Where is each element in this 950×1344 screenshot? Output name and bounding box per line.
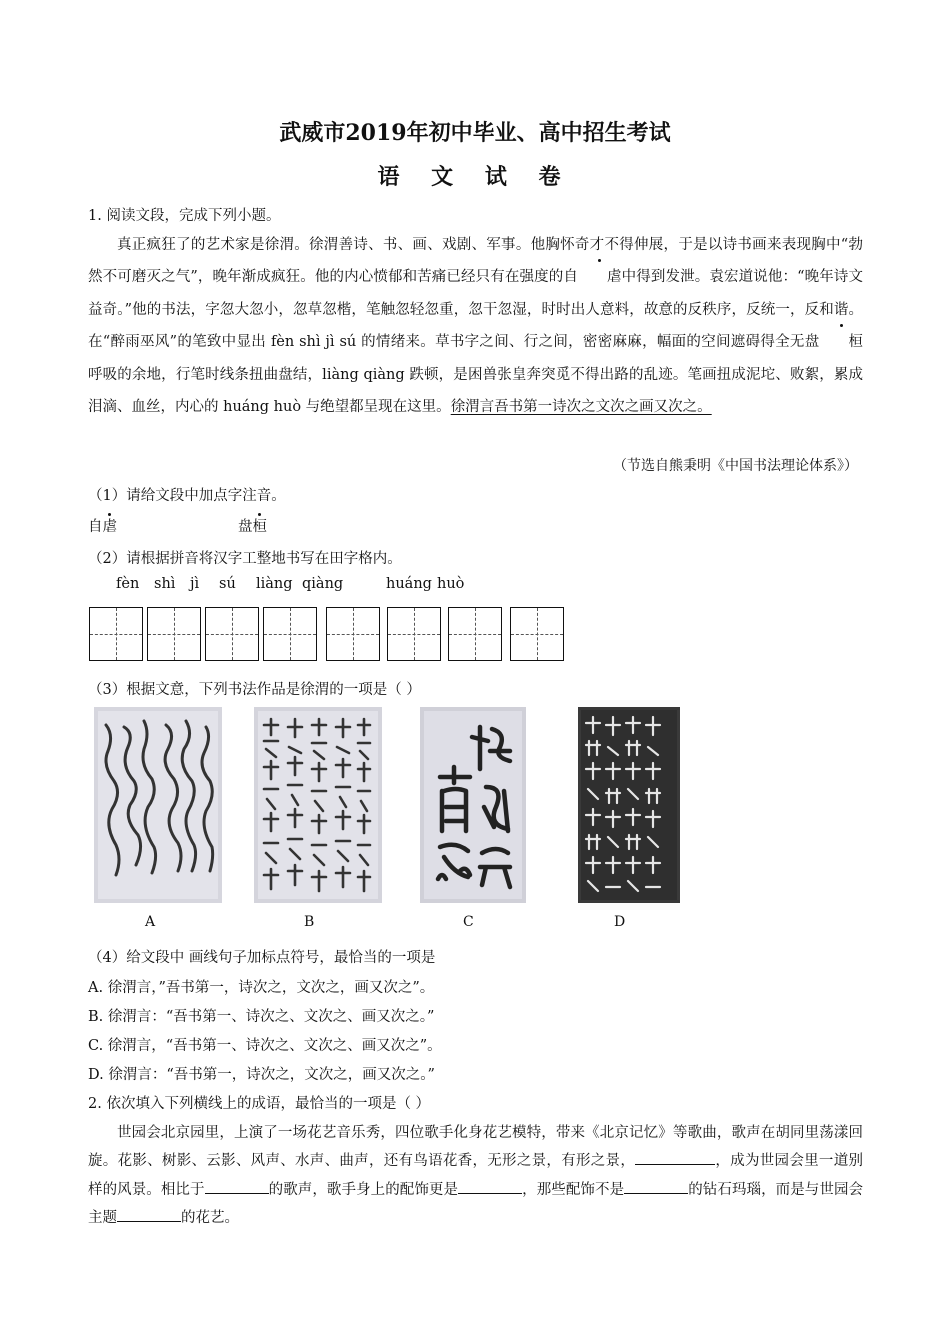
calligraphy-image-d bbox=[578, 707, 680, 903]
sub4-option-d[interactable]: D. 徐渭言：“吾书第一，诗次之，文次之，画又次之。” bbox=[88, 1067, 435, 1083]
tianzi-box-1[interactable] bbox=[89, 607, 143, 661]
tianzi-box-4[interactable] bbox=[263, 607, 317, 661]
image-label-a: A bbox=[145, 914, 156, 930]
exam-subtitle: 语 文 试 卷 bbox=[377, 164, 573, 190]
sub1-prompt: （1）请给文段中加点字注音。 bbox=[88, 488, 286, 504]
tianzi-box-6[interactable] bbox=[387, 607, 441, 661]
q2-seg1: 世园会北京园里，上演了一场花艺音乐秀，四位歌手化身花艺模特，带来《北京记忆》等歌曲，歌声在胡同里荡漾回旋。花影、树影、云影、风声、水声、曲声，还有鸟语花香，无形之景，有形之景， bbox=[88, 1125, 863, 1170]
calligraphy-image-c bbox=[420, 707, 526, 903]
q1-passage bbox=[88, 229, 863, 423]
word2-char-b: 桓 bbox=[253, 515, 268, 536]
passage-source: （节选自熊秉明《中国书法理论体系》） bbox=[613, 458, 858, 474]
dotted-char-1: 虐 bbox=[578, 261, 622, 293]
image-label-b: B bbox=[304, 914, 315, 930]
word2-char-a: 盘 bbox=[238, 519, 253, 535]
tianzi-box-5[interactable] bbox=[326, 607, 380, 661]
tianzi-box-7[interactable] bbox=[448, 607, 502, 661]
q1-heading: 1. 阅读文段，完成下列小题。 bbox=[88, 208, 281, 224]
blank-1[interactable] bbox=[635, 1150, 715, 1166]
pinyin-2: shì bbox=[154, 576, 176, 592]
blank-4[interactable] bbox=[624, 1178, 688, 1194]
sub4-prompt: （4）给文段中 画线句子加标点符号，最恰当的一项是 bbox=[88, 950, 436, 966]
tianzi-box-3[interactable] bbox=[205, 607, 259, 661]
exam-title: 武威市2019年初中毕业、高中招生考试 bbox=[279, 120, 671, 146]
tianzi-box-2[interactable] bbox=[147, 607, 201, 661]
q2-passage bbox=[88, 1119, 863, 1232]
sub1-word-2 bbox=[238, 515, 267, 536]
underlined-sentence: 徐渭言吾书第一诗次之文次之画又次之。 bbox=[450, 399, 712, 416]
sub2-prompt: （2）请根据拼音将汉字工整地书写在田字格内。 bbox=[88, 551, 402, 567]
q2-heading: 2. 依次填入下列横线上的成语，最恰当的一项是（ ） bbox=[88, 1096, 431, 1112]
passage-seg1: 真正疯狂了的艺术家是徐渭。徐渭善诗、书、画、戏剧、军事。他胸怀奇才不得伸展，于是以诗书画来表现胸中“勃然不可磨灭之气”，晚年渐成疯狂。他的内心愤郁和苦痛已经只有在强度的自 bbox=[88, 237, 863, 286]
image-label-c: C bbox=[463, 914, 474, 930]
word1-char-b: 虐 bbox=[103, 515, 118, 536]
image-label-d: D bbox=[614, 914, 626, 930]
passage-seg2: 中得到发泄。袁宏道说他：“晚年诗文益奇。”他的书法，字忽大忽小，忽草忽楷，笔触忽轻忽重，忽干忽湿，时时出人意料，故意的反秩序，反统一，反和谐。在“醉雨巫风”的笔致中显出 fèn shì jì sú 的情绪来。草书字之间、行之间，密密麻麻，幅面的空间遮碍得全无盘 bbox=[88, 269, 863, 351]
pinyin-1: fèn bbox=[116, 576, 140, 592]
q2-seg4: ，那些配饰不是 bbox=[522, 1181, 625, 1198]
pinyin-3: jì bbox=[190, 576, 200, 592]
blank-3[interactable] bbox=[458, 1178, 522, 1194]
calligraphy-image-b bbox=[254, 707, 382, 903]
word1-char-a: 自 bbox=[88, 519, 103, 535]
sub4-option-b[interactable]: B. 徐渭言：“吾书第一、诗次之、文次之、画又次之。” bbox=[88, 1009, 435, 1025]
sub1-word-1 bbox=[88, 515, 117, 536]
q2-seg6: 的花艺。 bbox=[181, 1209, 239, 1226]
pinyin-4: sú bbox=[219, 576, 236, 592]
tianzi-box-8[interactable] bbox=[510, 607, 564, 661]
blank-5[interactable] bbox=[117, 1206, 181, 1222]
q2-seg5: 的钻石玛瑙，而是与世园会主题 bbox=[88, 1181, 864, 1226]
pinyin-6: qiàng bbox=[302, 576, 344, 592]
pinyin-5: liàng bbox=[256, 576, 293, 592]
q2-seg2: ，成为世园会里一道别样的风景。相比于 bbox=[88, 1153, 863, 1198]
pinyin-7: huáng bbox=[386, 576, 432, 592]
q2-seg3: 的歌声，歌手身上的配饰更是 bbox=[268, 1181, 459, 1198]
pinyin-8: huò bbox=[437, 576, 465, 592]
sub3-prompt: （3）根据文意，下列书法作品是徐渭的一项是（ ） bbox=[88, 682, 421, 698]
passage-seg3: 呼吸的余地，行笔时线条扭曲盘结，liàng qiàng 跌顿，是困兽张皇奔突觅不得出路的乱迹。笔画扭成泥坨、败絮，累成泪滴、血丝，内心的 huáng huò 与绝望都呈现在这里。 bbox=[88, 366, 863, 416]
calligraphy-image-a bbox=[94, 707, 222, 903]
dotted-char-2: 桓 bbox=[820, 326, 864, 358]
sub4-option-a[interactable]: A. 徐渭言，”吾书第一，诗次之，文次之，画又次之”。 bbox=[88, 980, 435, 996]
sub4-option-c[interactable]: C. 徐渭言，“吾书第一、诗次之、文次之、画又次之”。 bbox=[88, 1038, 442, 1054]
blank-2[interactable] bbox=[205, 1178, 269, 1194]
